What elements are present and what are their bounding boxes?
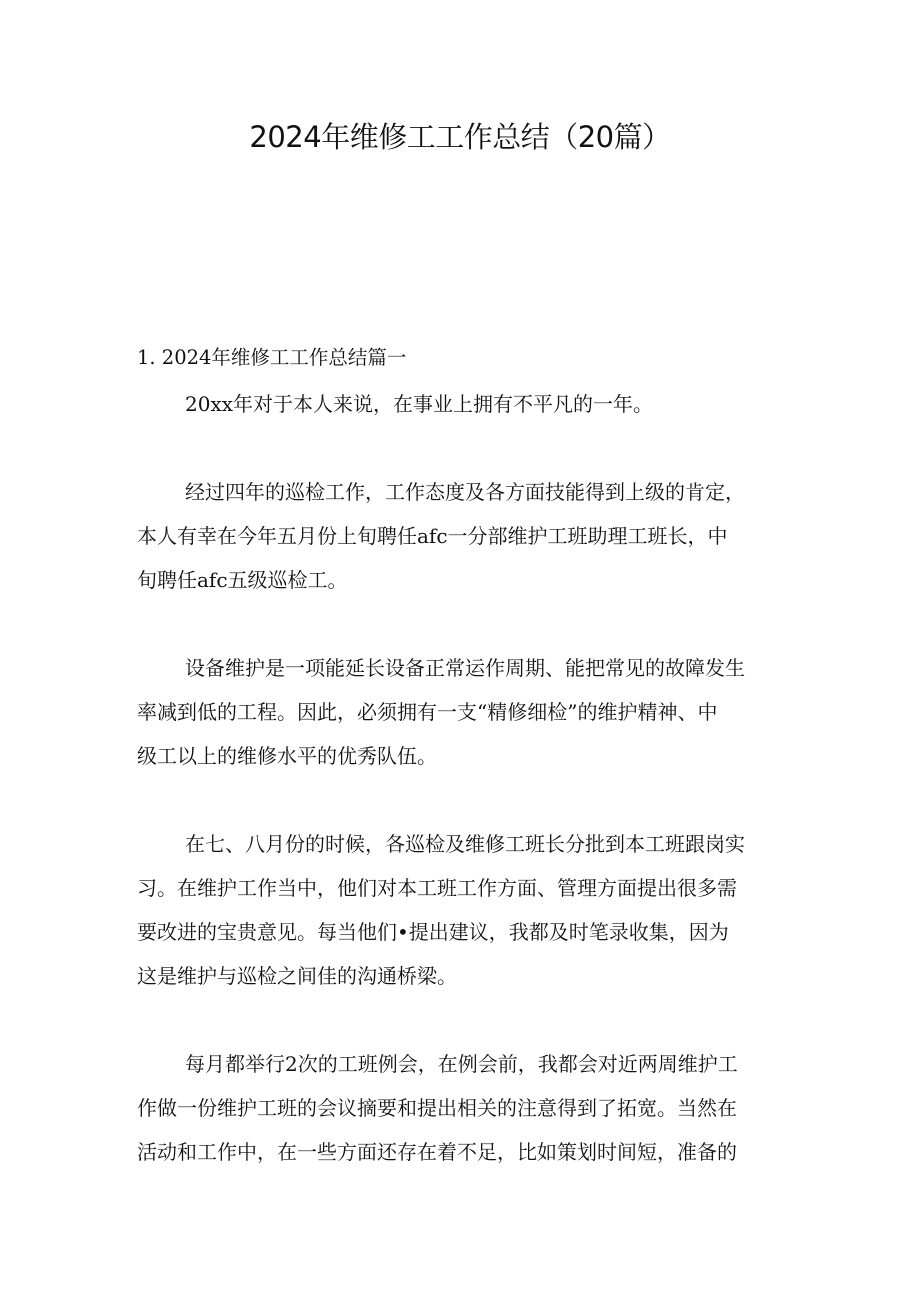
paragraph-line: 本人有幸在今年五月份上旬聘任afc一分部维护工班助理工班长，中 (137, 524, 728, 548)
paragraph-line: 经过四年的巡检工作，工作态度及各方面技能得到上级的肯定， (185, 480, 745, 504)
paragraph-line: 每月都举行2次的工班例会，在例会前，我都会对近两周维护工 (185, 1052, 738, 1076)
paragraph-line: 习。在维护工作当中，他们对本工班工作方面、管理方面提出很多需 (137, 876, 737, 900)
paragraph-line: 这是维护与巡检之间佳的沟通桥梁。 (137, 964, 457, 988)
paragraph-line: 要改进的宝贵意见。每当他们•提出建议，我都及时笔录收集，因为 (137, 920, 729, 944)
paragraph-line: 20xx年对于本人来说，在事业上拥有不平凡的一年。 (185, 392, 654, 416)
paragraph-1 (137, 382, 789, 426)
paragraph-line: 率减到低的工程。因此，必须拥有一支“精修细检”的维护精神、中 (137, 700, 718, 724)
paragraph-line: 作做一份维护工班的会议摘要和提出相关的注意得到了拓宽。当然在 (137, 1096, 737, 1120)
paragraph-line: 旬聘任afc五级巡检工。 (137, 568, 348, 592)
paragraph-line: 在七、八月份的时候，各巡检及维修工班长分批到本工班跟岗实 (185, 832, 745, 856)
paragraph-5 (137, 1042, 789, 1174)
document-body (137, 382, 789, 1218)
document-title: 2024年维修工工作总结（20篇） (249, 120, 671, 154)
paragraph-line: 级工以上的维修水平的优秀队伍。 (137, 744, 437, 768)
paragraph-2 (137, 470, 789, 602)
paragraph-line: 活动和工作中，在一些方面还存在着不足，比如策划时间短，准备的 (137, 1140, 737, 1164)
paragraph-line: 设备维护是一项能延长设备正常运作周期、能把常见的故障发生 (185, 656, 745, 680)
section-heading: 1. 2024年维修工工作总结篇一 (137, 346, 407, 369)
paragraph-4 (137, 822, 789, 998)
paragraph-3 (137, 646, 789, 778)
